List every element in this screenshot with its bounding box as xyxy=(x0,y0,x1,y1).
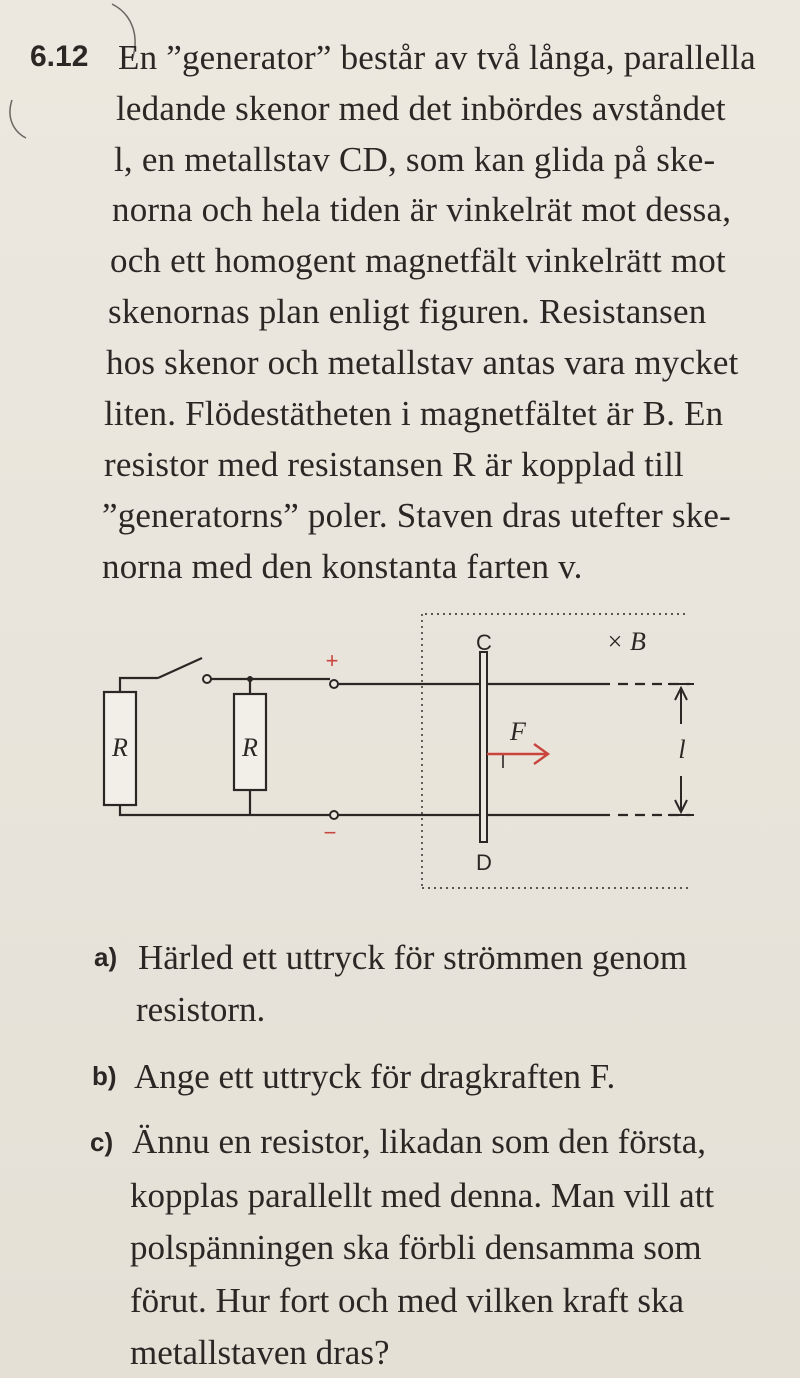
question-a-line: resistorn. xyxy=(136,990,266,1029)
problem-text-line: liten. Flödestätheten i magnetfältet är B. En xyxy=(104,394,724,433)
right-angle-mark xyxy=(487,754,503,768)
resistor-1-label: R xyxy=(112,733,128,762)
rod-top-label: C xyxy=(476,630,492,655)
metal-rod xyxy=(480,652,487,842)
plus-label: + xyxy=(325,648,339,673)
problem-text-line: hos skenor och metallstav antas vara mycket xyxy=(106,343,739,382)
question-c-letter: c) xyxy=(90,1127,114,1157)
problem-text-line: norna med den konstanta farten v. xyxy=(102,547,583,586)
question-c-line: metallstaven dras? xyxy=(130,1333,390,1372)
question-c-line: Ännu en resistor, likadan som den första, xyxy=(132,1122,707,1161)
distance-label: l xyxy=(678,735,686,764)
problem-text-line: norna och hela tiden är vinkelrät mot dessa, xyxy=(112,190,732,229)
problem-text-line: och ett homogent magnetfält vinkelrätt mot xyxy=(110,241,726,280)
problem-text-line: resistor med resistansen R är kopplad till xyxy=(104,445,684,484)
question-c-line: polspänningen ska förbli densamma som xyxy=(130,1228,702,1267)
circuit-figure xyxy=(0,600,800,910)
switch-terminal xyxy=(203,675,211,683)
question-c-line: kopplas parallellt med denna. Man vill att xyxy=(130,1176,715,1215)
question-a-line: Härled ett uttryck för strömmen genom xyxy=(138,938,688,977)
question-a-letter: a) xyxy=(94,942,118,972)
resistor-2-label: R xyxy=(242,733,258,762)
problem-text-line: ledande skenor med det inbördes avståndet xyxy=(116,89,726,128)
minus-terminal xyxy=(330,811,338,819)
bottom-wire xyxy=(120,805,330,815)
switch-blade xyxy=(158,658,202,678)
minus-label: − xyxy=(323,820,337,845)
problem-text-line: skenornas plan enligt figuren. Resistansen xyxy=(108,292,707,331)
problem-text-line: l, en metallstav CD, som kan glida på ske- xyxy=(114,140,716,179)
magnetic-field-label: × B xyxy=(606,627,646,656)
problem-number: 6.12 xyxy=(30,40,89,73)
problem-text-line: ”generatorns” poler. Staven dras utefter ske- xyxy=(102,496,732,535)
question-b-line: Ange ett uttryck för dragkraften F. xyxy=(134,1057,616,1096)
question-c-line: förut. Hur fort och med vilken kraft ska xyxy=(130,1281,685,1320)
problem-text-line: En ”generator” består av två långa, parallella xyxy=(118,38,756,77)
force-label: F xyxy=(510,717,526,746)
left-top-wire xyxy=(120,678,158,692)
plus-terminal xyxy=(330,680,338,688)
question-b-letter: b) xyxy=(92,1061,117,1091)
rod-bottom-label: D xyxy=(476,850,492,875)
junction-dot xyxy=(247,676,253,682)
